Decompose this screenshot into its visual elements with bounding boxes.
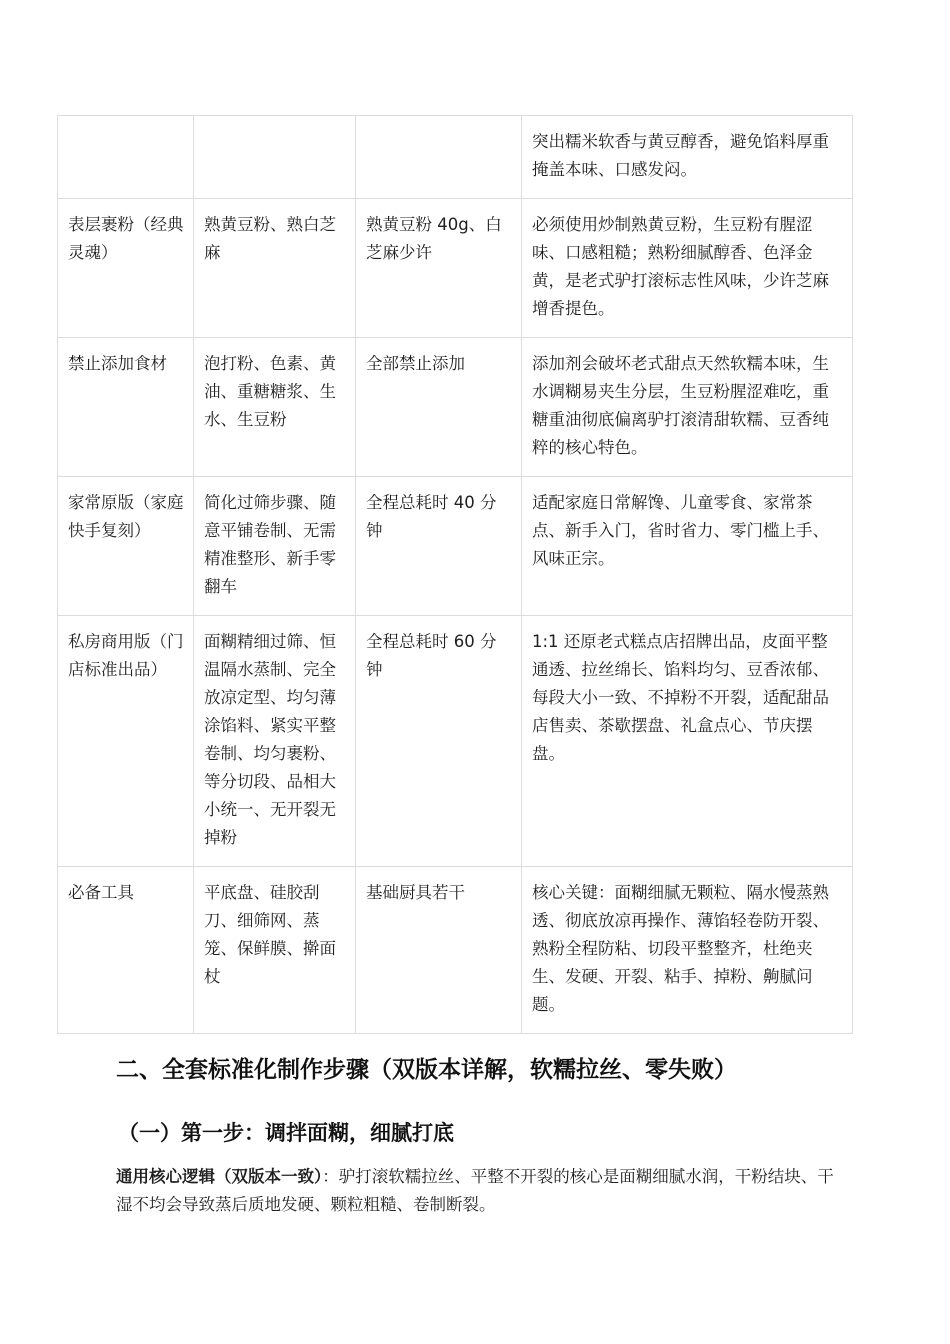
section-heading: 二、全套标准化制作步骤（双版本详解，软糯拉丝、零失败） (116, 1057, 737, 1083)
recipe-spec-table (57, 115, 853, 1034)
table-row (58, 199, 853, 338)
table-row (58, 616, 853, 867)
body-paragraph (116, 1163, 840, 1219)
table-cell: 表层裹粉（经典灵魂） (58, 199, 194, 338)
table-cell (58, 116, 194, 199)
paragraph-text: ：驴打滚软糯拉丝、平整不开裂的核心是面糊细腻水润，干粉结块、干湿不均会导致蒸后质地发硬、颗粒粗糙、卷制断裂。 (116, 1167, 834, 1214)
table-body (58, 116, 853, 1034)
table-cell: 基础厨具若干 (356, 867, 522, 1034)
table-cell: 全部禁止添加 (356, 338, 522, 477)
table-cell: 泡打粉、色素、黄油、重糖糖浆、生水、生豆粉 (194, 338, 356, 477)
table-row (58, 338, 853, 477)
table-row (58, 867, 853, 1034)
table-cell (356, 116, 522, 199)
table-cell: 面糊精细过筛、恒温隔水蒸制、完全放凉定型、均匀薄涂馅料、紧实平整卷制、均匀裹粉、等分切段、品相大小统一、无开裂无掉粉 (194, 616, 356, 867)
table-cell: 全程总耗时 40 分钟 (356, 477, 522, 616)
table-row (58, 116, 853, 199)
table-cell: 熟黄豆粉、熟白芝麻 (194, 199, 356, 338)
paragraph-lead: 通用核心逻辑（双版本一致） (116, 1167, 323, 1186)
table-cell: 家常原版（家庭快手复刻） (58, 477, 194, 616)
table-cell: 私房商用版（门店标准出品） (58, 616, 194, 867)
subsection-heading: （一）第一步：调拌面糊，细腻打底 (118, 1121, 454, 1145)
table-cell: 必备工具 (58, 867, 194, 1034)
table-cell: 平底盘、硅胶刮刀、细筛网、蒸笼、保鲜膜、擀面杖 (194, 867, 356, 1034)
table-cell: 熟黄豆粉 40g、白芝麻少许 (356, 199, 522, 338)
table-cell: 必须使用炒制熟黄豆粉，生豆粉有腥涩味、口感粗糙；熟粉细腻醇香、色泽金黄，是老式驴打滚标志性风味，少许芝麻增香提色。 (522, 199, 853, 338)
table-cell: 适配家庭日常解馋、儿童零食、家常茶点、新手入门，省时省力、零门槛上手、风味正宗。 (522, 477, 853, 616)
table-cell (194, 116, 356, 199)
table-row (58, 477, 853, 616)
table-cell: 全程总耗时 60 分钟 (356, 616, 522, 867)
table-cell: 1:1 还原老式糕点店招牌出品，皮面平整通透、拉丝绵长、馅料均匀、豆香浓郁、每段大小一致、不掉粉不开裂，适配甜品店售卖、茶歇摆盘、礼盒点心、节庆摆盘。 (522, 616, 853, 867)
table-cell: 禁止添加食材 (58, 338, 194, 477)
table-cell: 突出糯米软香与黄豆醇香，避免馅料厚重掩盖本味、口感发闷。 (522, 116, 853, 199)
table-cell: 核心关键：面糊细腻无颗粒、隔水慢蒸熟透、彻底放凉再操作、薄馅轻卷防开裂、熟粉全程防粘、切段平整整齐，杜绝夹生、发硬、开裂、粘手、掉粉、齁腻问题。 (522, 867, 853, 1034)
table-cell: 添加剂会破坏老式甜点天然软糯本味，生水调糊易夹生分层，生豆粉腥涩难吃，重糖重油彻底偏离驴打滚清甜软糯、豆香纯粹的核心特色。 (522, 338, 853, 477)
table-cell: 简化过筛步骤、随意平铺卷制、无需精准整形、新手零翻车 (194, 477, 356, 616)
